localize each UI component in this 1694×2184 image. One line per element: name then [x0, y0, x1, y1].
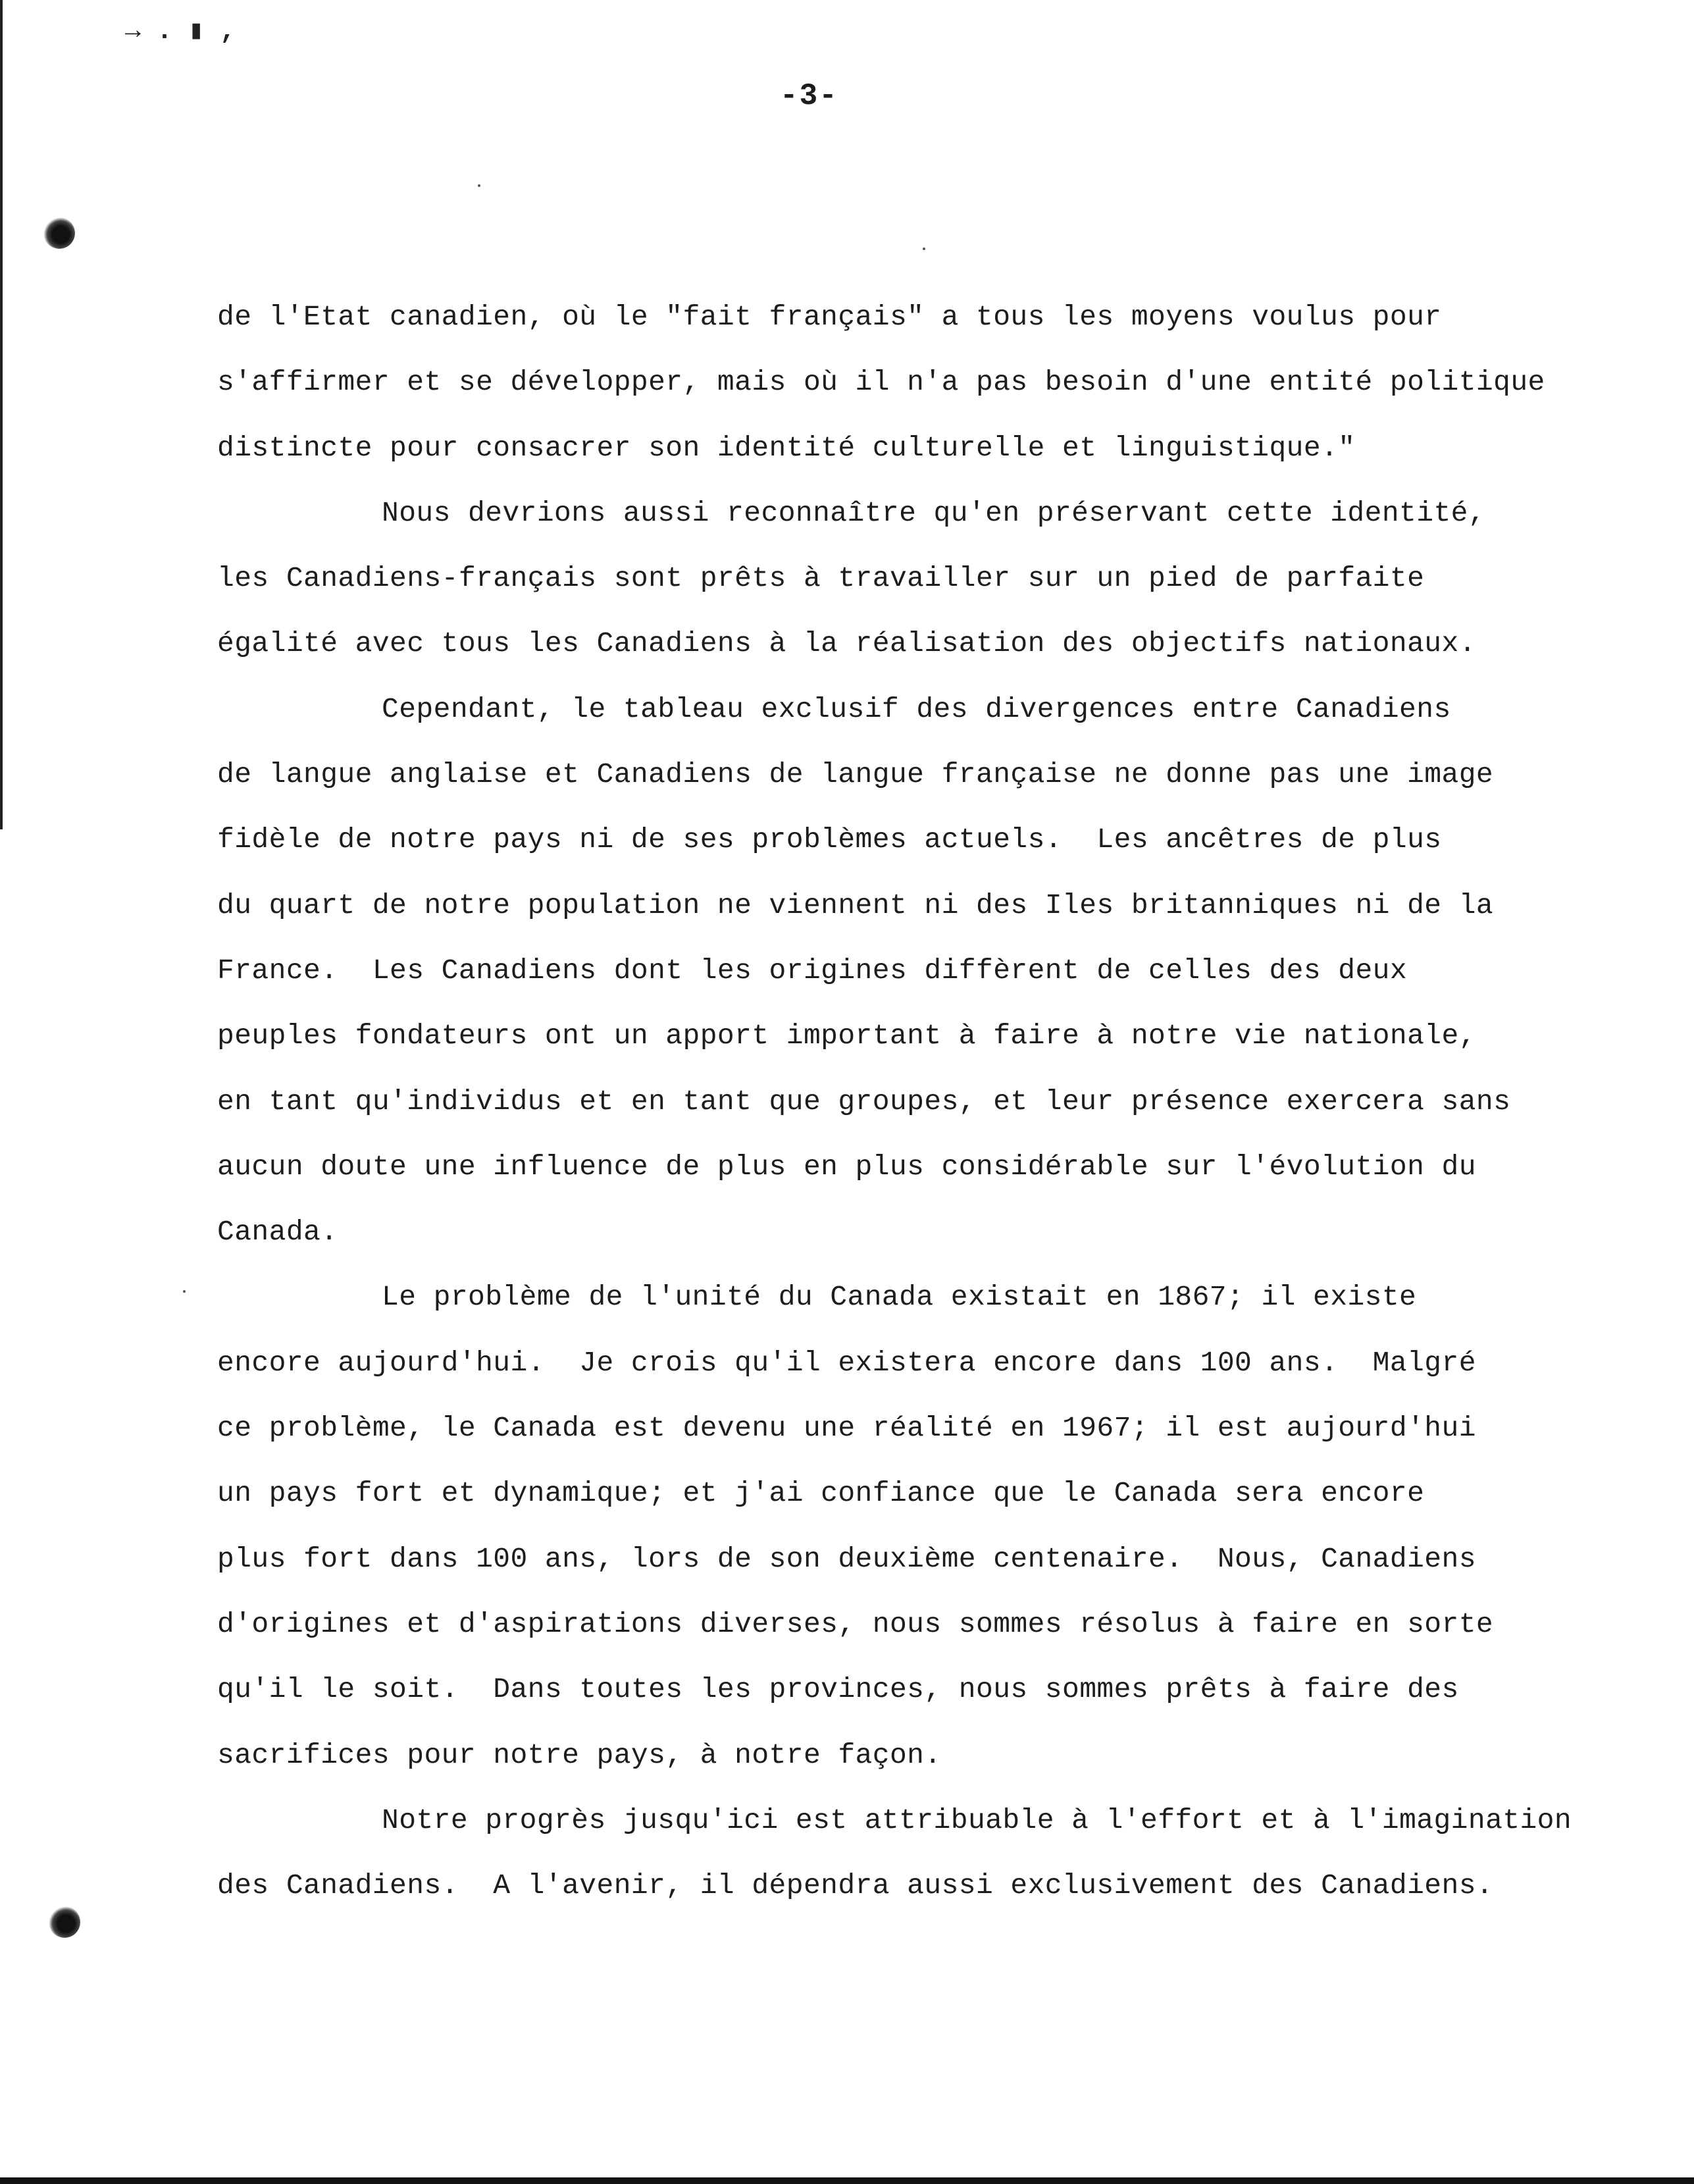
- body-line: Canada.: [217, 1216, 338, 1249]
- corner-scan-mark: → . ▮ ,: [125, 17, 236, 47]
- punch-hole-top: [43, 217, 75, 249]
- body-line: les Canadiens-français sont prêts à travailler sur un pied de parfaite: [217, 562, 1425, 595]
- body-line: en tant qu'individus et en tant que groupes, et leur présence exercera sans: [217, 1085, 1511, 1118]
- body-line: aucun doute une influence de plus en plus considérable sur l'évolution du: [217, 1150, 1476, 1183]
- paragraph-first-line: Notre progrès jusqu'ici est attribuable à l'effort et à l'imagination: [382, 1804, 1572, 1836]
- scan-speck: [923, 247, 925, 250]
- body-line: distincte pour consacrer son identité culturelle et linguistique.": [217, 431, 1356, 464]
- paragraph-first-line: Le problème de l'unité du Canada existait en 1867; il existe: [382, 1281, 1417, 1314]
- document-body: [217, 284, 1572, 1918]
- body-line: un pays fort et dynamique; et j'ai confiance que le Canada sera encore: [217, 1477, 1425, 1510]
- body-line: du quart de notre population ne viennent ni des Iles britanniques ni de la: [217, 889, 1494, 922]
- body-line: d'origines et d'aspirations diverses, nous sommes résolus à faire en sorte: [217, 1607, 1494, 1640]
- body-line: peuples fondateurs ont un apport important à faire à notre vie nationale,: [217, 1020, 1476, 1053]
- body-line: encore aujourd'hui. Je crois qu'il existera encore dans 100 ans. Malgré: [217, 1346, 1476, 1379]
- scan-left-edge: [0, 0, 3, 829]
- body-line: plus fort dans 100 ans, lors de son deuxième centenaire. Nous, Canadiens: [217, 1542, 1476, 1575]
- paragraph-first-line: Cependant, le tableau exclusif des divergences entre Canadiens: [382, 692, 1451, 725]
- body-line: ce problème, le Canada est devenu une réalité en 1967; il est aujourd'hui: [217, 1412, 1476, 1445]
- body-line: de langue anglaise et Canadiens de langue française ne donne pas une image: [217, 758, 1494, 791]
- body-line: France. Les Canadiens dont les origines diffèrent de celles des deux: [217, 954, 1408, 987]
- body-line: qu'il le soit. Dans toutes les provinces, nous sommes prêts à faire des: [217, 1673, 1459, 1706]
- body-line: sacrifices pour notre pays, à notre façon.: [217, 1738, 942, 1771]
- body-line: fidèle de notre pays ni de ses problèmes actuels. Les ancêtres de plus: [217, 823, 1442, 856]
- paragraph-first-line: Nous devrions aussi reconnaître qu'en préservant cette identité,: [382, 496, 1486, 529]
- body-line: de l'Etat canadien, où le "fait français" a tous les moyens voulus pour: [217, 301, 1442, 333]
- scan-speck: [478, 184, 480, 187]
- punch-hole-bottom: [49, 1906, 80, 1938]
- page-number: -3-: [780, 79, 838, 113]
- body-line: s'affirmer et se développer, mais où il n'a pas besoin d'une entité politique: [217, 366, 1545, 399]
- scan-bottom-edge: [0, 2177, 1694, 2184]
- body-line: des Canadiens. A l'avenir, il dépendra aussi exclusivement des Canadiens.: [217, 1869, 1494, 1902]
- scan-speck: [183, 1290, 186, 1293]
- body-line: égalité avec tous les Canadiens à la réalisation des objectifs nationaux.: [217, 627, 1476, 660]
